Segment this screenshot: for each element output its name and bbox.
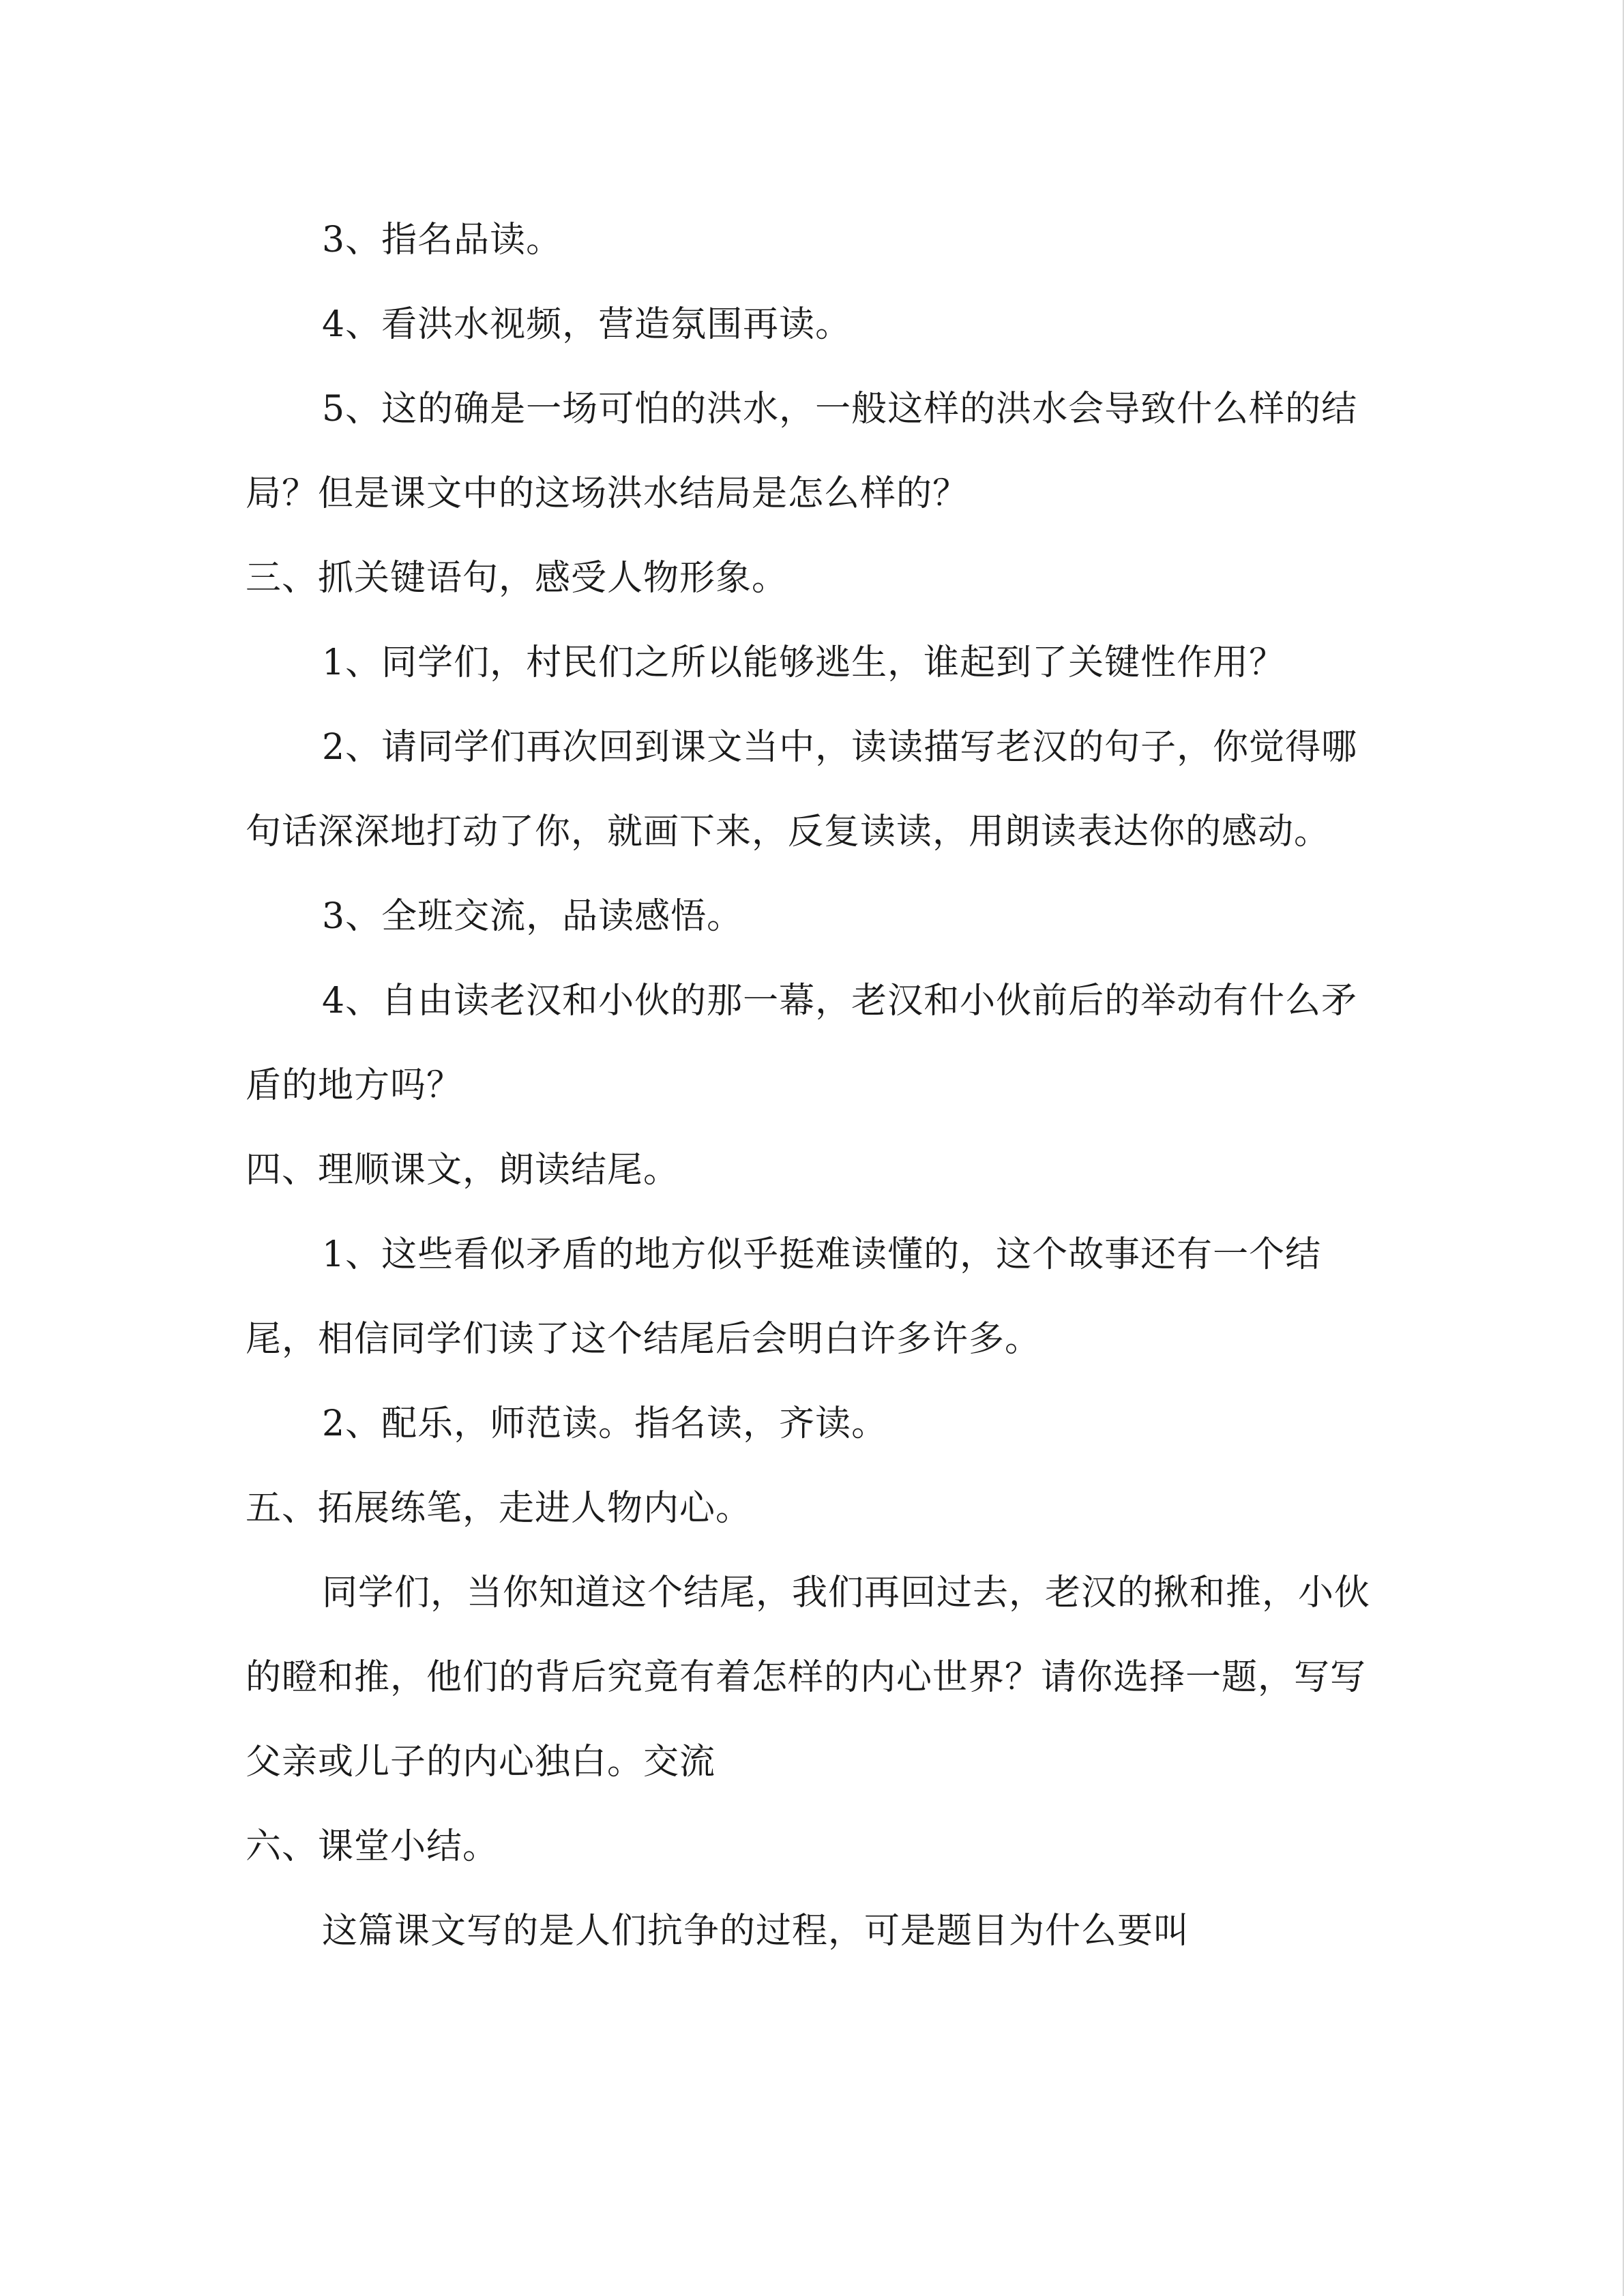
paragraph-item-5: 5、这的确是一场可怕的洪水，一般这样的洪水会导致什么样的结局？但是课文中的这场洪水结局是怎么样的？ <box>246 389 1358 514</box>
paragraph-item-3: 3、指名品读。 <box>322 220 563 260</box>
paragraph-item-1: 1、同学们，村民们之所以能够逃生，谁起到了关键性作用？ <box>322 642 1286 683</box>
paragraph-item-4: 4、看洪水视频，营造氛围再读。 <box>322 304 852 345</box>
document-body <box>246 198 1378 1973</box>
section-heading-5: 五、拓展练笔，走进人物内心。 <box>246 1488 752 1529</box>
section-heading-6: 六、课堂小结。 <box>246 1826 499 1867</box>
paragraph-body-6: 这篇课文写的是人们抗争的过程，可是题目为什么要叫 <box>322 1911 1190 1952</box>
paragraph-item-2: 2、请同学们再次回到课文当中，读读描写老汉的句子，你觉得哪句话深深地打动了你，就画下来，反复读读，用朗读表达你的感动。 <box>246 727 1358 852</box>
paragraph-item-1-b: 1、这些看似矛盾的地方似乎挺难读懂的，这个故事还有一个结尾，相信同学们读了这个结尾后会明白许多许多。 <box>246 1234 1322 1360</box>
paragraph-item-3-b: 3、全班交流，品读感悟。 <box>322 896 743 937</box>
paragraph-body-5: 同学们，当你知道这个结尾，我们再回过去，老汉的揪和推，小伙的瞪和推，他们的背后究竟有着怎样的内心世界？请你选择一题，写写父亲或儿子的内心独白。交流 <box>246 1572 1371 1783</box>
paragraph-item-4-b: 4、自由读老汉和小伙的那一幕，老汉和小伙前后的举动有什么矛盾的地方吗？ <box>246 981 1358 1106</box>
section-heading-4: 四、理顺课文，朗读结尾。 <box>246 1150 680 1191</box>
paragraph-item-2-b: 2、配乐，师范读。指名读，齐读。 <box>322 1403 888 1444</box>
section-heading-3: 三、抓关键语句，感受人物形象。 <box>246 558 788 599</box>
